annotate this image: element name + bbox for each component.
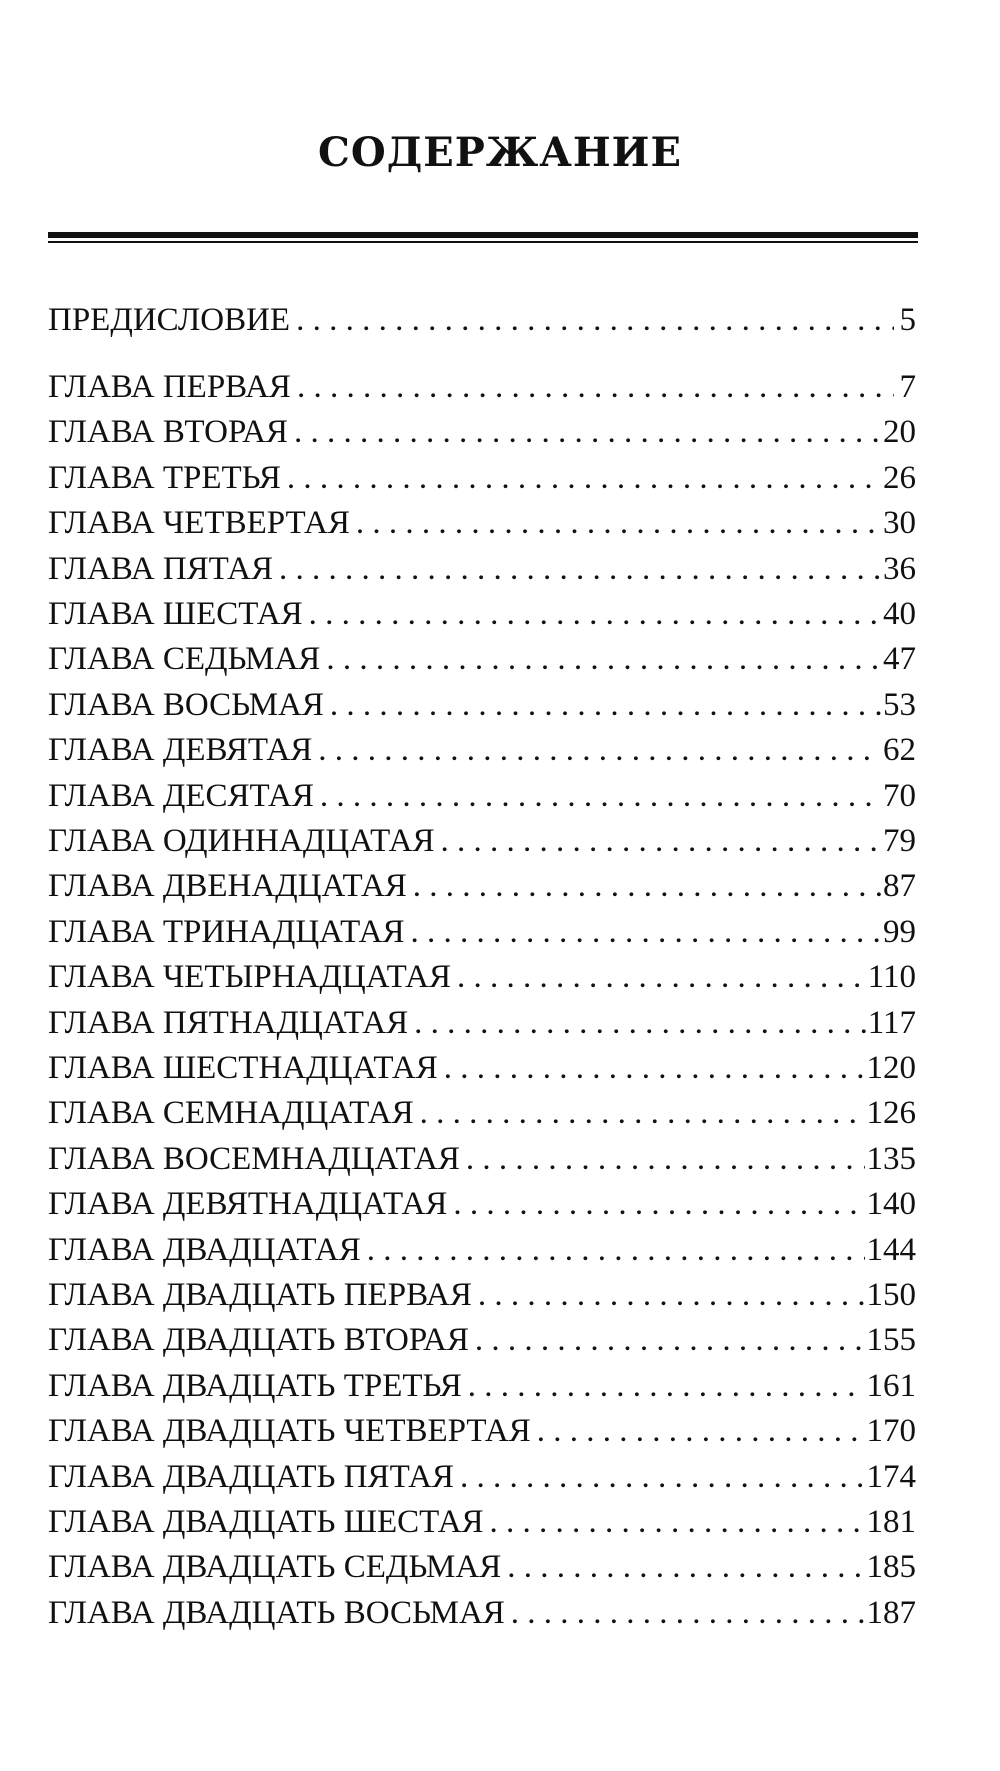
toc-page-number: 5 <box>899 302 916 338</box>
toc-entry[interactable] <box>48 912 916 952</box>
toc-entry-title: ГЛАВА ЧЕТЫРНАДЦАТАЯ <box>48 959 452 995</box>
toc-entry[interactable] <box>48 1593 916 1633</box>
toc-page-number: 99 <box>883 914 916 950</box>
toc-entry[interactable] <box>48 1457 916 1497</box>
dot-leader <box>330 685 881 725</box>
toc-page-number: 53 <box>883 687 916 723</box>
toc-page-number: 161 <box>866 1368 916 1404</box>
dot-leader <box>294 412 881 452</box>
toc-entry-title: ГЛАВА ДВАДЦАТЬ ТРЕТЬЯ <box>48 1368 462 1404</box>
toc-page-number: 170 <box>866 1413 916 1449</box>
toc-entry-title: ГЛАВА ТРИНАДЦАТАЯ <box>48 914 405 950</box>
toc-entry[interactable] <box>48 594 916 634</box>
dot-leader <box>507 1547 864 1587</box>
toc-entry[interactable] <box>48 300 916 340</box>
toc-entry-title: ГЛАВА СЕМНАДЦАТАЯ <box>48 1095 414 1131</box>
toc-page-number: 26 <box>883 460 916 496</box>
dot-leader <box>279 549 881 589</box>
dot-leader <box>478 1275 865 1315</box>
toc-page-number: 62 <box>883 732 916 768</box>
toc-entry-title: ГЛАВА ДВАДЦАТЬ ВТОРАЯ <box>48 1322 469 1358</box>
dot-leader <box>490 1502 865 1542</box>
toc-entry-title: ГЛАВА СЕДЬМАЯ <box>48 641 321 677</box>
page-title: СОДЕРЖАНИЕ <box>318 129 682 176</box>
toc-entry-title: ГЛАВА ДВАДЦАТЬ ВОСЬМАЯ <box>48 1595 505 1631</box>
dot-leader <box>537 1411 865 1451</box>
toc-entry-title: ГЛАВА ПЕРВАЯ <box>48 369 291 405</box>
toc-entry[interactable] <box>48 1275 916 1315</box>
dot-leader <box>468 1366 865 1406</box>
toc-entry-title: ГЛАВА ДВЕНАДЦАТАЯ <box>48 868 407 904</box>
toc-entry-title: ГЛАВА ДВАДЦАТЬ ЧЕТВЕРТАЯ <box>48 1413 531 1449</box>
toc-entry[interactable] <box>48 1366 916 1406</box>
toc-page-number: 174 <box>866 1459 916 1495</box>
toc-page-number: 40 <box>883 596 916 632</box>
toc-entry-title: ГЛАВА ДВАДЦАТАЯ <box>48 1232 361 1268</box>
toc-entry[interactable] <box>48 1502 916 1542</box>
toc-page-number: 87 <box>883 868 916 904</box>
dot-leader <box>287 458 881 498</box>
toc-entry[interactable] <box>48 1048 916 1088</box>
toc-page-number: 47 <box>883 641 916 677</box>
toc-page-number: 7 <box>899 369 916 405</box>
toc-entry-title: ГЛАВА ВТОРАЯ <box>48 414 288 450</box>
dot-leader <box>440 821 881 861</box>
toc-entry-title: ГЛАВА ШЕСТНАДЦАТАЯ <box>48 1050 438 1086</box>
toc-page-number: 36 <box>883 551 916 587</box>
dot-leader <box>413 866 881 906</box>
toc-entry-title: ГЛАВА ШЕСТАЯ <box>48 596 303 632</box>
toc-page-number: 110 <box>867 959 916 995</box>
toc-entry-title: ГЛАВА ДВАДЦАТЬ ШЕСТАЯ <box>48 1504 484 1540</box>
dot-leader <box>309 594 881 634</box>
dot-leader <box>410 912 881 952</box>
dot-leader <box>444 1048 865 1088</box>
toc-page-number: 185 <box>866 1549 916 1585</box>
toc-page-number: 117 <box>867 1005 916 1041</box>
toc-entry[interactable] <box>48 412 916 452</box>
toc-entry-title: ГЛАВА ЧЕТВЕРТАЯ <box>48 505 350 541</box>
toc-entry-title: ГЛАВА ДВАДЦАТЬ ПЕРВАЯ <box>48 1277 472 1313</box>
toc-page-number: 126 <box>866 1095 916 1131</box>
toc-page-number: 30 <box>883 505 916 541</box>
dot-leader <box>318 730 881 770</box>
toc-entry-title: ГЛАВА ДВАДЦАТЬ ПЯТАЯ <box>48 1459 454 1495</box>
toc-entry[interactable] <box>48 549 916 589</box>
toc-page-number: 187 <box>866 1595 916 1631</box>
toc-page-number: 20 <box>883 414 916 450</box>
title-rule-thick <box>48 232 918 238</box>
dot-leader <box>296 300 894 340</box>
toc-page-number: 144 <box>866 1232 916 1268</box>
toc-page-number: 140 <box>866 1186 916 1222</box>
toc-entry-title: ГЛАВА ВОСЬМАЯ <box>48 687 324 723</box>
dot-leader <box>356 503 881 543</box>
title-rule-thin <box>48 241 918 243</box>
toc-page-number: 120 <box>866 1050 916 1086</box>
dot-leader <box>320 776 881 816</box>
toc-entry-title: ГЛАВА ДВАДЦАТЬ СЕДЬМАЯ <box>48 1549 502 1585</box>
toc-entry-title: ГЛАВА ТРЕТЬЯ <box>48 460 281 496</box>
toc-page-number: 155 <box>866 1322 916 1358</box>
dot-leader <box>414 1003 866 1043</box>
toc-entry[interactable] <box>48 1093 916 1133</box>
toc-entry[interactable] <box>48 458 916 498</box>
toc-entry[interactable] <box>48 1184 916 1224</box>
dot-leader <box>453 1184 864 1224</box>
toc-entry-title: ПРЕДИСЛОВИЕ <box>48 302 291 338</box>
toc-entry-title: ГЛАВА ПЯТАЯ <box>48 551 274 587</box>
toc-entry-title: ГЛАВА ДЕВЯТНАДЦАТАЯ <box>48 1186 448 1222</box>
toc-entry[interactable] <box>48 639 916 679</box>
toc-entry[interactable] <box>48 503 916 543</box>
toc-entry-title: ГЛАВА ДЕСЯТАЯ <box>48 778 314 814</box>
toc-entry[interactable] <box>48 1003 916 1043</box>
toc-entry[interactable] <box>48 821 916 861</box>
toc-entry[interactable] <box>48 957 916 997</box>
toc-entry[interactable] <box>48 776 916 816</box>
dot-leader <box>466 1139 865 1179</box>
dot-leader <box>460 1457 865 1497</box>
toc-page-number: 181 <box>866 1504 916 1540</box>
toc-entry[interactable] <box>48 367 916 407</box>
toc-entry-title: ГЛАВА ПЯТНАДЦАТАЯ <box>48 1005 409 1041</box>
toc-entry[interactable] <box>48 1139 916 1179</box>
dot-leader <box>297 367 894 407</box>
dot-leader <box>367 1230 865 1270</box>
toc-page-number: 135 <box>866 1141 916 1177</box>
toc-entry[interactable] <box>48 866 916 906</box>
dot-leader <box>457 957 866 997</box>
toc-entry[interactable] <box>48 1230 916 1270</box>
toc-entry-title: ГЛАВА ОДИННАДЦАТАЯ <box>48 823 435 859</box>
dot-leader <box>420 1093 865 1133</box>
dot-leader <box>475 1320 865 1360</box>
toc-entry-title: ГЛАВА ВОСЕМНАДЦАТАЯ <box>48 1141 460 1177</box>
toc-entry[interactable] <box>48 1320 916 1360</box>
toc-entry[interactable] <box>48 1547 916 1587</box>
toc-entry-title: ГЛАВА ДЕВЯТАЯ <box>48 732 313 768</box>
toc-page-number: 150 <box>866 1277 916 1313</box>
dot-leader <box>326 639 881 679</box>
toc-entry[interactable] <box>48 730 916 770</box>
toc-entry[interactable] <box>48 1411 916 1451</box>
toc-page-number: 70 <box>883 778 916 814</box>
toc-page-number: 79 <box>883 823 916 859</box>
dot-leader <box>511 1593 865 1633</box>
toc-entry[interactable] <box>48 685 916 725</box>
